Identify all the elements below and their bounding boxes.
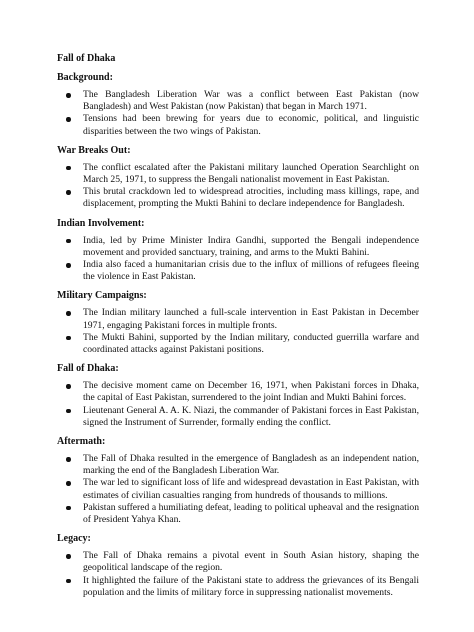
bullet-text: Lieutenant General A. A. K. Niazi, the commander of Pakistani forces in East Pakistan, signed the Instrument of Surrender, formally ending the conflict.	[83, 404, 419, 428]
bullet-text: The conflict escalated after the Pakistani military launched Operation Searchlight on March 25, 1971, to suppress the Bengali nationalist movement in East Pakistan.	[83, 161, 419, 186]
bullet-dot-icon	[66, 579, 71, 584]
bullet-list	[57, 162, 419, 211]
bullet-item	[57, 405, 419, 429]
bullet-text: The Bangladesh Liberation War was a conflict between East Pakistan (now Bangladesh) and West Pakistan (now Pakistan) that began in March 1971.	[83, 89, 419, 113]
bullet-item	[57, 235, 419, 259]
bullet-text: The Fall of Dhaka remains a pivotal event in South Asian history, shaping the geopolitical landscape of the region.	[83, 550, 419, 574]
bullet-text: The Fall of Dhaka resulted in the emergence of Bangladesh as an independent nation, marking the end of the Bangladesh Liberation War.	[83, 453, 419, 477]
bullet-dot-icon	[66, 166, 71, 171]
bullet-item	[57, 186, 419, 210]
document-section	[57, 144, 419, 211]
bullet-item	[57, 162, 419, 186]
bullet-text: The Mukti Bahini, supported by the Indian military, conducted guerrilla warfare and coordinated attacks against Pakistani positions.	[83, 331, 419, 356]
bullet-dot-icon	[66, 190, 71, 195]
section-heading: Fall of Dhaka:	[57, 363, 119, 375]
bullet-item	[57, 575, 419, 599]
bullet-list	[57, 453, 419, 526]
bullet-dot-icon	[66, 481, 71, 486]
bullet-text: This brutal crackdown led to widespread atrocities, including mass killings, rape, and displacement, prompting the Mukti Bahini to declare independence for Bangladesh.	[83, 186, 419, 210]
bullet-list	[57, 235, 419, 284]
bullet-text: The Indian military launched a full-scale intervention in East Pakistan in December 1971, engaging Pakistani forces in multiple fronts.	[83, 307, 419, 331]
bullet-list	[57, 89, 419, 138]
bullet-text: Tensions had been brewing for years due to economic, political, and linguistic disparities between the two wings of Pakistan.	[83, 113, 419, 137]
bullet-item	[57, 477, 419, 501]
bullet-item	[57, 307, 419, 331]
bullet-dot-icon	[66, 336, 71, 341]
document-section	[57, 362, 419, 429]
bullet-dot-icon	[66, 554, 71, 559]
bullet-dot-icon	[66, 263, 71, 268]
bullet-item	[57, 259, 419, 283]
bullet-text: The war led to significant loss of life and widespread devastation in East Pakistan, with estimates of civilian casualties ranging from hundreds of thousands to millions.	[83, 477, 419, 501]
bullet-text: India, led by Prime Minister Indira Gandhi, supported the Bengali independence movement and provided sanctuary, training, and arms to the Mukti Bahini.	[83, 234, 419, 258]
document-title: Fall of Dhaka	[57, 53, 116, 64]
bullet-dot-icon	[66, 409, 71, 414]
bullet-dot-icon	[66, 384, 71, 389]
bullet-item	[57, 332, 419, 356]
section-heading: War Breaks Out:	[57, 144, 131, 156]
document-section	[57, 71, 419, 138]
document-section	[57, 217, 419, 284]
bullet-dot-icon	[66, 117, 71, 122]
bullet-dot-icon	[66, 239, 71, 244]
bullet-dot-icon	[66, 506, 71, 511]
bullet-item	[57, 550, 419, 574]
bullet-item	[57, 89, 419, 113]
section-heading: Background:	[57, 72, 113, 83]
section-heading: Legacy:	[57, 533, 91, 545]
section-heading: Indian Involvement:	[57, 217, 145, 229]
bullet-item	[57, 113, 419, 137]
bullet-text: Pakistan suffered a humiliating defeat, leading to political upheaval and the resignation of President Yahya Khan.	[83, 501, 419, 526]
bullet-item	[57, 380, 419, 404]
section-heading: Aftermath:	[57, 436, 106, 448]
bullet-item	[57, 453, 419, 477]
bullet-text: The decisive moment came on December 16, 1971, when Pakistani forces in Dhaka, the capital of East Pakistan, surrendered to the joint Indian and Mukti Bahini forces.	[83, 380, 419, 404]
section-heading: Military Campaigns:	[57, 290, 147, 302]
document-section	[57, 435, 419, 526]
bullet-text: India also faced a humanitarian crisis due to the influx of millions of refugees fleeing the violence in East Pakistan.	[83, 259, 419, 283]
document-section	[57, 289, 419, 356]
bullet-dot-icon	[66, 93, 71, 98]
document-content	[57, 52, 419, 605]
bullet-list	[57, 380, 419, 429]
bullet-dot-icon	[66, 457, 71, 462]
bullet-list	[57, 550, 419, 599]
bullet-list	[57, 307, 419, 356]
sections-container	[57, 71, 419, 599]
bullet-text: It highlighted the failure of the Pakistani state to address the grievances of its Bengali population and the limits of military force in suppressing nationalist movements.	[83, 574, 419, 598]
bullet-item	[57, 502, 419, 526]
document-section	[57, 532, 419, 599]
bullet-dot-icon	[66, 311, 71, 316]
